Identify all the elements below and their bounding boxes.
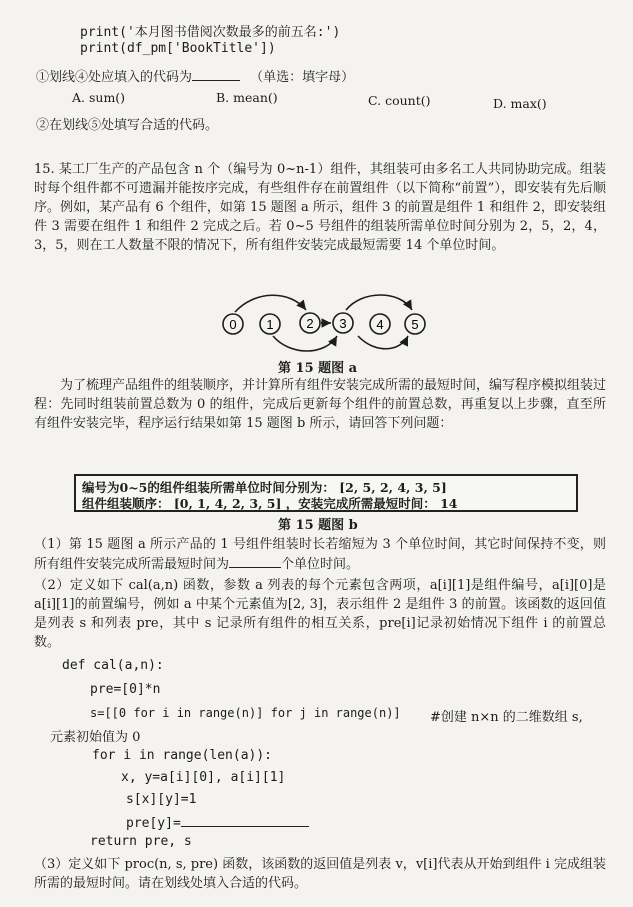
code-for-line: for i in range(len(a)): [92,748,273,763]
q15-intro: 15. 某工厂生产的产品包含 n 个（编号为 0~n-1）组件，其组装可由多名工人共同协助完成。组装时每个组件都不可遗漏并能按序完成，有些组件存在前置组件（以下简称“前置”），即安装有先后顺序。例如，某产品有 6 个组件，如第 15 题图 a 所示，组件 3 的前置是组件 1 和组件 2，即安装组件 3 需要在组件 1 和组件 2 完成之后。若 0~5 号组件的组装所需单位时间分别为 2，5，2，4，3，5，则在工人数量不限的情况下，所有组件安装完成最短需要 14 个单位时间。 [34,162,606,253]
process-paragraph: 为了梳理产品组件的组装顺序，并计算所有组件安装完成所需的最短时间，编写程序模拟组装过程：先同时组装前置总数为 0 的组件，完成后更新每个组件的前置总数，再重复以上步骤，直至所有组件安装完毕，程序运行结果如第 15 题图 b 所示，请回答下列问题： [34,378,607,431]
component-diagram [210,290,440,358]
q14-part2: ②在划线⑤处填写合适的代码。 [36,118,219,133]
q14-part1-suffix: （单选：填字母） [250,70,355,85]
output-line-1: 编号为0~5的组件组装所需单位时间分别为： [2, 5, 2, 4, 3, 5] [82,480,447,495]
node-label-4: 4 [376,317,384,332]
code-comment: #创建 n×n 的二维数组 s, [430,710,583,725]
output-line-2: 组件组装顺序： [0, 1, 4, 2, 3, 5] ，安装完成所需最短时间： 14 [82,496,458,511]
program-output-box [74,474,578,512]
option-b: B. mean() [216,90,278,105]
answer-blank-4 [192,67,240,81]
node-label-3: 3 [339,316,347,331]
node-label-1: 1 [266,317,274,332]
edge-1-3 [273,336,337,351]
edge-0-2 [235,295,306,312]
node-label-0: 0 [229,317,237,332]
code-assign-s: s[x][y]=1 [126,792,197,807]
option-d: D. max() [493,96,547,111]
code-assign-xy: x, y=a[i][0], a[i][1] [121,770,286,785]
question-1 [34,535,606,574]
question-2: （2）定义如下 cal(a,n) 函数，参数 a 列表的每个元素包含两项，a[i][1]是组件编号，a[i][0]是 a[i][1]的前置编号，例如 a 中某个元素值为[2, 3]，表示组件 2 是组件 3 的前置。该函数的返回值是列表 s 和列表 pre，其中 s 记录所有组件的相互关系，pre[i]记录初始情况下组件 i 的前置总数。 [34,578,606,650]
answer-blank-pre-y [181,813,309,827]
node-label-2: 2 [306,316,314,331]
caption-a: 第 15 题图 a [278,361,358,376]
node-label-5: 5 [411,317,419,332]
answer-blank-q1 [229,554,281,568]
option-a: A. sum() [72,90,126,105]
code-comment-cont: 元素初始值为 0 [50,730,141,745]
option-c: C. count() [368,93,431,108]
code-pre-y-label: pre[y]= [126,816,181,831]
edge-4-5 [358,336,408,349]
caption-b: 第 15 题图 b [278,518,358,533]
code-return: return pre, s [90,834,192,849]
question-1-suffix: 个单位时间。 [281,557,360,572]
code-s-init: s=[[0 for i in range(n)] for j in range(n)] [90,706,401,720]
code-pre-init: pre=[0]*n [90,682,161,697]
edge-3-5 [346,295,412,310]
question-3: （3）定义如下 proc(n, s, pre) 函数，该函数的返回值是列表 v，v[i]代表从开始到组件 i 完成组装所需的最短时间。请在划线处填入合适的代码。 [34,857,606,891]
code-print-title: print('本月图书借阅次数最多的前五名:') [80,25,341,40]
q14-part1-prefix: ①划线④处应填入的代码为 [36,70,193,85]
code-def: def cal(a,n): [62,658,164,673]
code-pre-y [126,813,309,831]
q14-part1 [36,66,354,85]
question-1-text: （1）第 15 题图 a 所示产品的 1 号组件组装时长若缩短为 3 个单位时间，其它时间保持不变，则所有组件安装完成所需最短时间为 [34,537,606,572]
code-print-df: print(df_pm['BookTitle']) [80,41,276,56]
